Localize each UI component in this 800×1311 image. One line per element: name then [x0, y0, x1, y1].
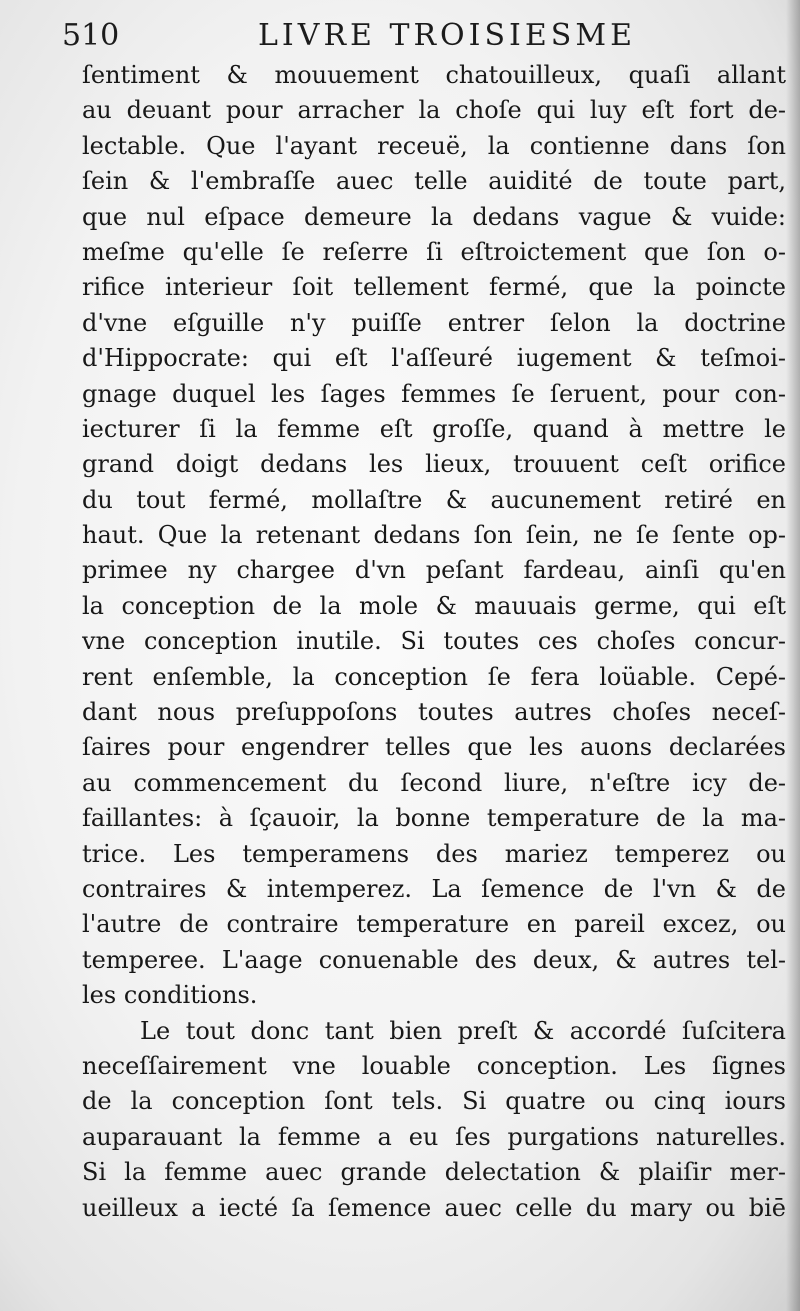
text-line: l'autre de contraire temperature en pareil excez, ou — [82, 910, 786, 939]
text-line: d'vne eſguille n'y puiſſe entrer ſelon la doctrine — [82, 308, 786, 337]
text-line: que nul eſpace demeure la dedans vague & vuide: — [82, 202, 786, 231]
text-line: ſein & l'embraſſe auec telle auidité de toute part, — [82, 167, 786, 196]
running-head: LIVRE TROISIESME — [258, 18, 636, 53]
page-gutter-shadow — [786, 0, 800, 1311]
text-line: vne conception inutile. Si toutes ces choſes concur- — [82, 627, 786, 656]
text-line: d'Hippocrate: qui eſt l'aſſeuré iugement & teſmoi- — [82, 344, 786, 373]
text-line: temperee. L'aage conuenable des deux, & autres tel- — [82, 945, 786, 974]
text-line-paragraph-start: Le tout donc tant bien preſt & accordé ſuſcitera — [140, 1016, 786, 1045]
text-line: neceſſairement vne louable conception. Les ſignes — [82, 1051, 786, 1080]
text-line: les conditions. — [82, 981, 258, 1010]
text-line: ueilleux a iecté ſa ſemence auec celle du mary ou biē — [82, 1193, 786, 1222]
text-line: rent enſemble, la conception ſe fera loüable. Cepé- — [82, 662, 786, 691]
text-line: dant nous preſuppoſons toutes autres choſes neceſ- — [82, 698, 786, 727]
text-line: de la conception ſont tels. Si quatre ou cinq iours — [82, 1087, 786, 1116]
text-line: au commencement du ſecond liure, n'eſtre icy de- — [82, 768, 786, 797]
text-line: contraires & intemperez. La ſemence de l'vn & de — [82, 874, 786, 903]
text-line: trice. Les temperamens des mariez temperez ou — [82, 839, 786, 868]
text-line: iecturer ſi la femme eſt groſſe, quand à mettre le — [82, 414, 786, 443]
text-line: la conception de la mole & mauuais germe, qui eſt — [82, 591, 786, 620]
text-line: haut. Que la retenant dedans ſon ſein, ne ſe ſente op- — [82, 521, 786, 550]
text-line: auparauant la femme a eu ſes purgations naturelles. — [82, 1122, 786, 1151]
page-header — [62, 14, 762, 58]
text-line: faillantes: à ſçauoir, la bonne temperature de la ma- — [82, 804, 786, 833]
page-number: 510 — [62, 18, 120, 53]
text-line: au deuant pour arracher la choſe qui luy eſt fort de- — [82, 96, 786, 125]
text-line: ſaires pour engendrer telles que les auons declarées — [82, 733, 786, 762]
body-text — [82, 58, 786, 1226]
text-line: gnage duquel les ſages femmes ſe ſeruent, pour con- — [82, 379, 786, 408]
text-line: du tout fermé, mollaſtre & aucunement retiré en — [82, 485, 786, 514]
text-line: Si la femme auec grande delectation & plaiſir mer- — [82, 1158, 786, 1187]
text-line: lectable. Que l'ayant receuë, la contienne dans ſon — [82, 131, 786, 160]
text-line: ſentiment & mouuement chatouilleux, quaſi allant — [82, 61, 786, 89]
text-line: primee ny chargee d'vn peſant fardeau, ainſi qu'en — [82, 556, 786, 585]
text-line: rifice interieur ſoit tellement fermé, que la poincte — [82, 273, 786, 302]
text-line: meſme qu'elle ſe reſerre ſi eſtroictement que ſon o- — [82, 237, 786, 266]
text-line: grand doigt dedans les lieux, trouuent ceſt orifice — [82, 450, 786, 479]
